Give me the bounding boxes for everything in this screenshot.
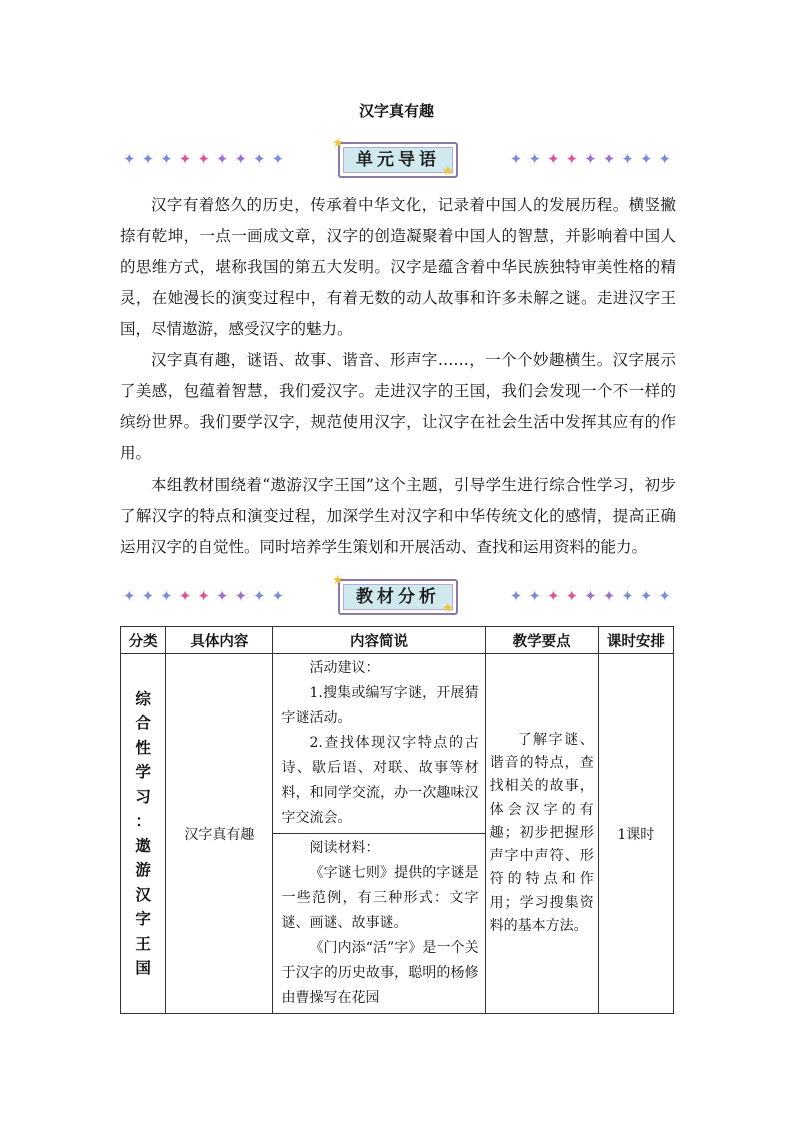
content-cell: 汉字真有趣 [166,654,273,1014]
analysis-table [120,626,674,1014]
section-plaque [338,579,458,615]
category-char: 合 [135,714,151,732]
table-header-row [121,627,674,654]
header-key-points: 教学要点 [485,627,598,654]
category-char: 王 [135,934,151,953]
key-points-cell [485,654,598,1014]
brief-line: 阅读材料： [309,840,380,856]
brief-line: 《门内添“活”字》是一个关于汉字的历史故事，聪明的杨修由曹操写在花园 [281,940,479,1006]
category-char: 习 [135,787,151,806]
category-char: ： [135,812,151,830]
section-plaque [338,142,458,178]
star-icon: ★ [332,573,344,588]
header-hours: 课时安排 [598,627,673,654]
banner-unit-intro [120,136,674,180]
category-char: 国 [135,959,151,977]
category-char: 综 [135,689,151,708]
banner-material-analysis [120,573,674,617]
brief-line: 《字谜七则》提供的字谜是一些范例，有三种形式：文字谜、画谜、故事谜。 [281,865,479,931]
header-category: 分类 [121,627,166,654]
decorative-stars-right: ✦ ✦ ✦ ✦ ✦ ✦ ✦ ✦ ✦ [509,587,671,605]
category-char: 学 [135,763,151,781]
brief-activity-cell [273,654,485,834]
hours-cell: 1课时 [598,654,673,1014]
category-char: 遨 [135,836,151,855]
star-icon: ★ [442,601,454,616]
decorative-stars-left: ✦ ✦ ✦ ✦ ✦ ✦ ✦ ✦ ✦ [123,587,285,605]
header-content: 具体内容 [166,627,273,654]
category-char: 汉 [135,885,151,904]
table-row [121,654,674,834]
category-char: 性 [135,738,151,757]
star-icon: ★ [442,164,454,179]
brief-reading-cell [273,834,485,1014]
intro-paragraph-2: 汉字真有趣，谜语、故事、谐音、形声字……，一个个妙趣横生。汉字展示了美感，包蕴着智慧，我们爱汉字。走进汉字的王国，我们会发现一个不一样的缤纷世界。我们要学汉字，规范使用汉字，让汉字在社会生活中发挥其应有的作用。 [120,351,676,462]
brief-line: 2.查找体现汉字特点的古诗、歇后语、对联、故事等材料，和同学交流，办一次趣味汉字交流会。 [281,735,479,826]
key-points-text: 了解字谜、谐音的特点，查找相关的故事，体会汉字的有趣；初步把握形声字中声符、形符的特点和作用；学习搜集资料的基本方法。 [489,731,594,935]
decorative-stars-right: ✦ ✦ ✦ ✦ ✦ ✦ ✦ ✦ ✦ [509,150,671,168]
category-char: 游 [135,861,151,879]
category-cell [121,654,166,1014]
brief-line: 1.搜集或编写字谜，开展猜字谜活动。 [281,685,479,726]
page-title: 汉字真有趣 [358,102,434,120]
intro-paragraph-3: 本组教材围绕着“遨游汉字王国”这个主题，引导学生进行综合性学习，初步了解汉字的特点和演变过程，加深学生对汉字和中华传统文化的感情，提高正确运用汉字的自觉性。同时培养学生策划和开展活动、查找和运用资料的能力。 [120,476,676,556]
decorative-stars-left: ✦ ✦ ✦ ✦ ✦ ✦ ✦ ✦ ✦ [123,150,285,168]
star-icon: ★ [332,136,344,151]
section-heading: 单元导语 [356,150,440,170]
header-brief: 内容简说 [273,627,485,654]
section-heading: 教材分析 [356,587,440,607]
category-char: 字 [135,910,151,928]
brief-line: 活动建议： [309,660,380,676]
intro-paragraph-1: 汉字有着悠久的历史，传承着中华文化，记录着中国人的发展历程。横竖撇捺有乾坤，一点一画成文章，汉字的创造凝聚着中国人的智慧，并影响着中国人的思维方式，堪称我国的第五大发明。汉字是蕴含着中华民族独特审美性格的精灵，在她漫长的演变过程中，有着无数的动人故事和许多未解之谜。走进汉字王国，尽情遨游，感受汉字的魅力。 [120,196,676,338]
